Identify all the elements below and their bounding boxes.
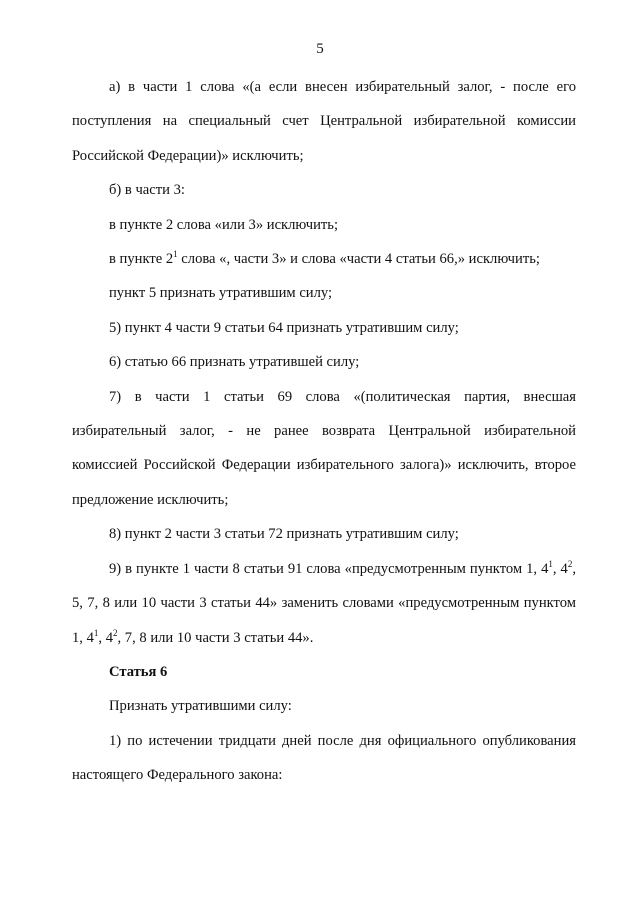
page-number: 5 bbox=[316, 41, 324, 57]
paragraph-8: 8) пункт 2 части 3 статьи 72 признать утратившим силу; bbox=[109, 526, 459, 543]
paragraph-repeal-1: 1) по истечении тридцати дней после дня официального опубликования настоящего Федерального закона: bbox=[72, 732, 576, 784]
paragraph-a: а) в части 1 слова «(а если внесен избирательный залог, - после его поступления на специальный счет Центральной избирательной комиссии Российской Федерации)» исключить; bbox=[72, 79, 576, 164]
text-fragment: , 4 bbox=[552, 560, 568, 577]
text-fragment: , 5, 7, 8 или 10 части 3 статьи 44» заменить словами «предусмотренным пунктом 1, 4 bbox=[72, 560, 576, 646]
paragraph-b-point-2-1 bbox=[72, 242, 576, 276]
paragraph-6: 6) статью 66 признать утратившей силу; bbox=[109, 354, 360, 371]
superscript: 1 bbox=[93, 627, 99, 638]
superscript: 1 bbox=[548, 558, 553, 569]
text-fragment: , 4 bbox=[98, 629, 113, 646]
superscript: 2 bbox=[112, 627, 118, 638]
superscript: 2 bbox=[567, 558, 573, 569]
paragraph-b-point-2: в пункте 2 слова «или 3» исключить; bbox=[109, 216, 339, 233]
paragraph-b: б) в части 3: bbox=[109, 182, 185, 199]
paragraph-7: 7) в части 1 статьи 69 слова «(политическая партия, внесшая избирательный залог, - не ранее возврата Центральной избирательной комиссией Российской Федерации избирательного залога)» исключить, второе предложение исключить; bbox=[72, 388, 576, 508]
article-heading: Статья 6 bbox=[109, 663, 168, 680]
text-fragment: 9) в пункте 1 части 8 статьи 91 слова «предусмотренным пунктом 1, 4 bbox=[109, 560, 549, 577]
paragraph-repeal-intro: Признать утратившими силу: bbox=[109, 698, 292, 715]
superscript: 1 bbox=[173, 249, 178, 260]
text-fragment: , 7, 8 или 10 части 3 статьи 44». bbox=[117, 629, 314, 646]
paragraph-b-point-5: пункт 5 признать утратившим силу; bbox=[109, 285, 333, 302]
text-fragment: в пункте 2 bbox=[109, 251, 174, 268]
document-body bbox=[72, 70, 576, 793]
paragraph-9 bbox=[72, 552, 576, 655]
text-fragment: слова «, части 3» и слова «части 4 статьи 66,» исключить; bbox=[177, 251, 540, 268]
paragraph-5: 5) пункт 4 части 9 статьи 64 признать утратившим силу; bbox=[109, 319, 459, 336]
